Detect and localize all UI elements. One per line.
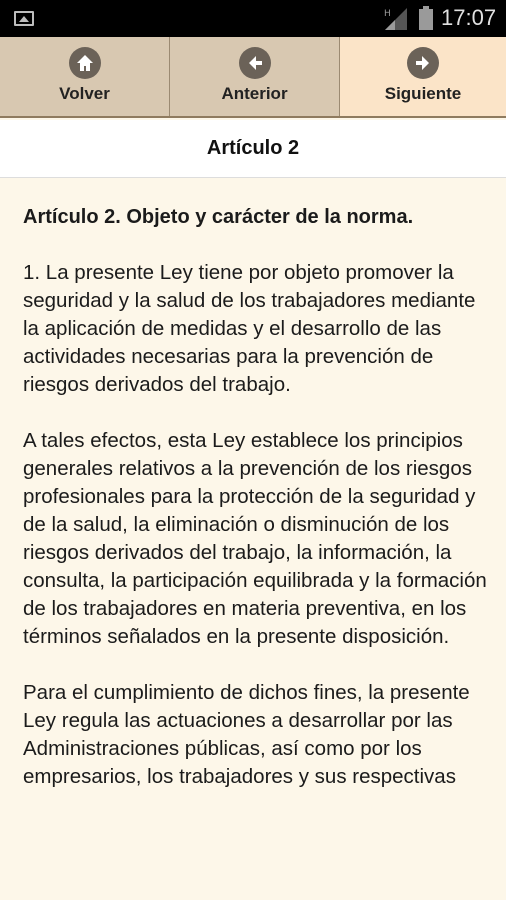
article-paragraph: 1. La presente Ley tiene por objeto promover la seguridad y la salud de los trabajadores mediante la aplicación de medidas y el desarrollo de las actividades necesarias para la prevención de riesgos derivados del trabajo. (23, 261, 476, 396)
article-paragraph: Para el cumplimiento de dichos fines, la presente Ley regula las actuaciones a desarrollar por las Administraciones públicas, así como por los empresarios, los trabajadores y sus respectivas (23, 681, 470, 788)
next-button-label: Siguiente (384, 84, 462, 103)
previous-button[interactable] (170, 37, 340, 116)
arrow-left-icon (239, 47, 271, 79)
next-button[interactable] (340, 37, 506, 116)
arrow-right-icon (407, 47, 439, 79)
article-heading: Artículo 2. Objeto y carácter de la norma. (23, 206, 414, 228)
picture-icon (14, 11, 34, 26)
article-paragraph: A tales efectos, esta Ley establece los principios generales relativos a la prevención de los riesgos profesionales para la protección de la seguridad y de la salud, la eliminación o disminución de los riesgos derivados del trabajo, la información, la consulta, la participación equilibrada y la formación de los trabajadores en materia preventiva, en los términos señalados en la presente disposición. (23, 429, 487, 648)
svg-text:H: H (384, 9, 391, 19)
back-button[interactable] (0, 37, 170, 116)
clock: 17:07 (441, 5, 497, 30)
signal-icon (383, 7, 409, 31)
navigation-toolbar (0, 37, 506, 118)
article-content (23, 200, 488, 791)
home-icon (69, 47, 101, 79)
battery-icon (419, 6, 433, 30)
previous-button-label: Anterior (221, 84, 288, 103)
page-title-bar (0, 120, 506, 178)
back-button-label: Volver (59, 84, 110, 103)
status-bar (0, 0, 506, 37)
page-title: Artículo 2 (206, 137, 300, 159)
